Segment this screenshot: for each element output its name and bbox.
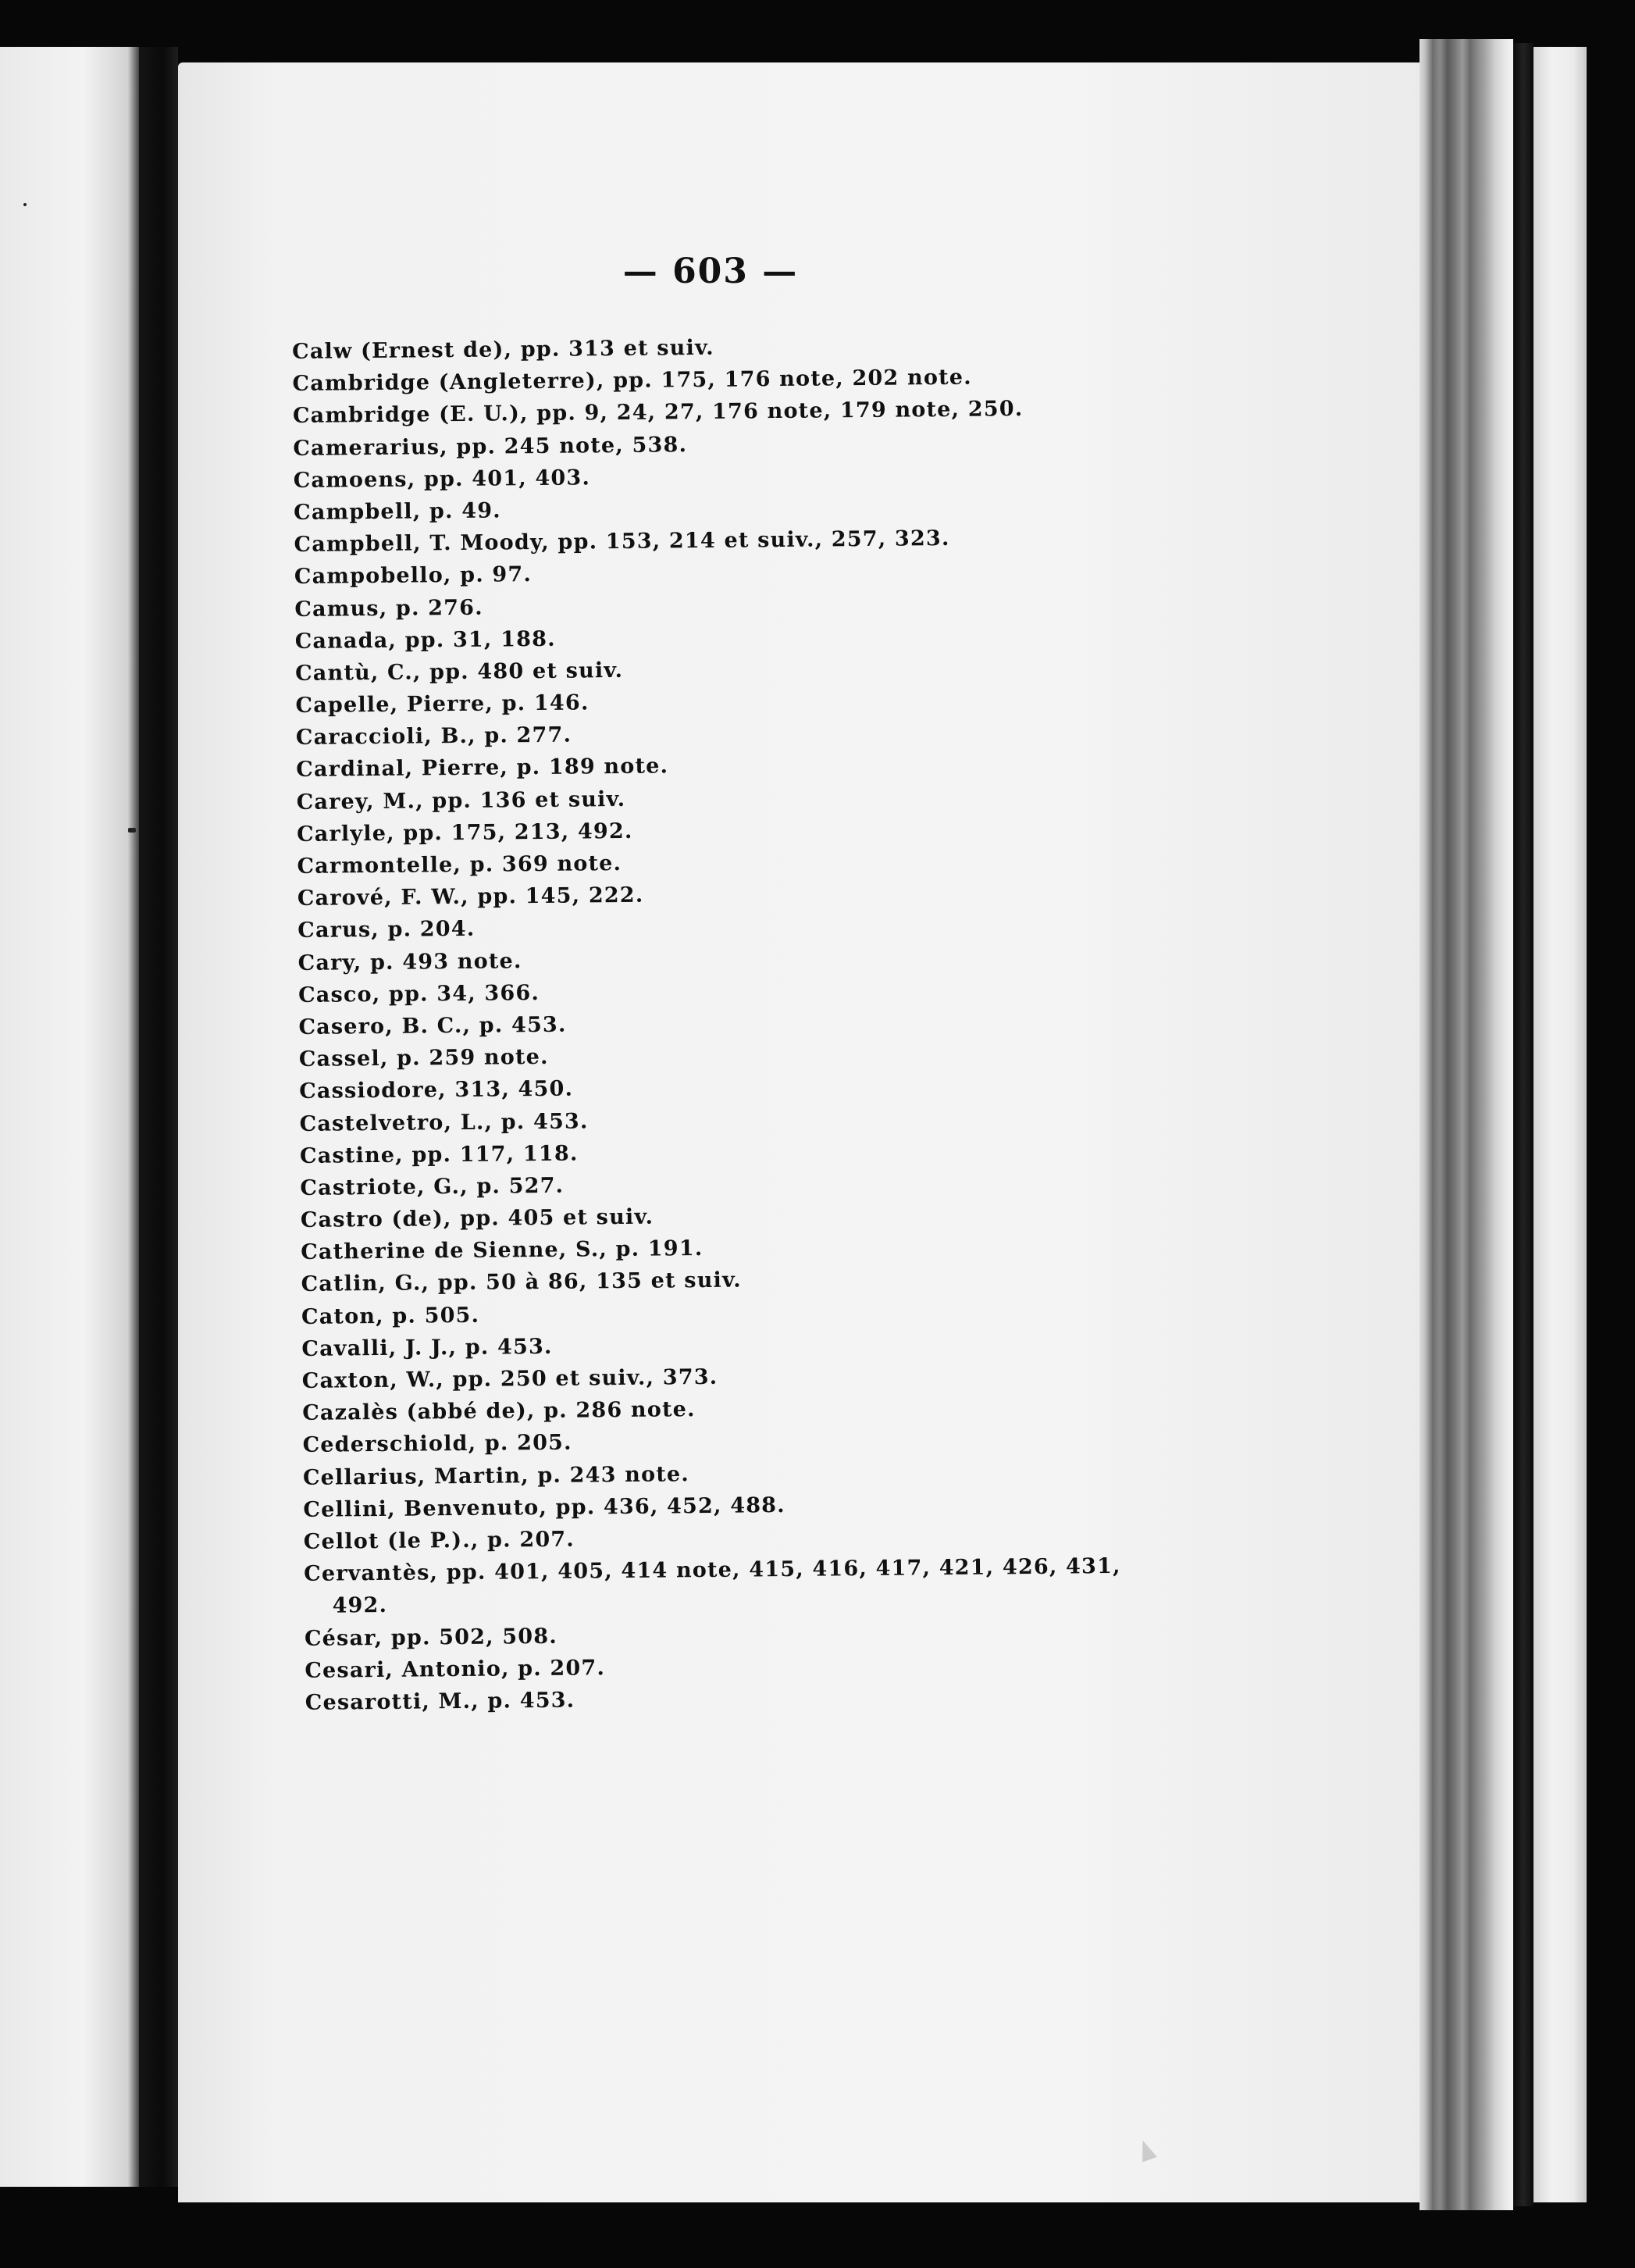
index-entry: Cesari, Antonio, p. 207. — [305, 1655, 606, 1683]
index-entry: Cantù, C., pp. 480 et suiv. — [295, 658, 624, 686]
index-entry: Caton, p. 505. — [301, 1303, 480, 1329]
index-entry: Caraccioli, B., p. 277. — [295, 722, 572, 751]
index-entry: Castro (de), pp. 405 et suiv. — [300, 1204, 654, 1233]
next-page-edge — [1533, 47, 1587, 2202]
index-entry: Caxton, W., pp. 250 et suiv., 373. — [301, 1364, 718, 1393]
index-entry: Catherine de Sienne, S., p. 191. — [301, 1236, 704, 1265]
index-entry: Camus, p. 276. — [294, 595, 483, 622]
index-entry: Canada, pp. 31, 188. — [294, 626, 556, 654]
dark-edge-strip — [1513, 43, 1533, 2206]
index-entry: Cardinal, Pierre, p. 189 note. — [296, 754, 669, 783]
index-entry: Cellot (le P.)., p. 207. — [303, 1527, 575, 1554]
index-entry: Carmontelle, p. 369 note. — [297, 850, 622, 879]
index-entries — [292, 325, 1430, 1719]
index-entry: Castine, pp. 117, 118. — [299, 1141, 579, 1168]
index-entry: Calw (Ernest de), pp. 313 et suiv. — [292, 335, 714, 364]
ink-speck — [128, 828, 136, 833]
index-entry: Cederschiold, p. 205. — [302, 1430, 572, 1458]
index-entry: Camoens, pp. 401, 403. — [293, 465, 591, 493]
index-entry: Castriote, G., p. 527. — [300, 1173, 565, 1200]
index-entry: Campbell, p. 49. — [294, 498, 501, 525]
index-entry: Camerarius, pp. 245 note, 538. — [293, 432, 688, 461]
index-entry: Carey, M., pp. 136 et suiv. — [296, 786, 626, 815]
index-entry: Cellini, Benvenuto, pp. 436, 452, 488. — [303, 1492, 785, 1522]
index-entry: Cambridge (E. U.), pp. 9, 24, 27, 176 note, 179 note, 250. — [292, 397, 1024, 429]
index-entry: Carlyle, pp. 175, 213, 492. — [296, 818, 633, 847]
index-entry-continuation: 492. — [332, 1593, 388, 1618]
index-entry: Cellarius, Martin, p. 243 note. — [302, 1461, 690, 1490]
index-entry: Castelvetro, L., p. 453. — [299, 1108, 589, 1136]
index-entry: César, pp. 502, 508. — [304, 1624, 558, 1651]
ink-speck — [23, 203, 27, 206]
index-entry: Cavalli, J. J., p. 453. — [301, 1334, 553, 1361]
index-entry: Capelle, Pierre, p. 146. — [295, 690, 590, 719]
index-entry: Cassiodore, 313, 450. — [299, 1076, 574, 1104]
index-entry: Carus, p. 204. — [297, 917, 476, 943]
index-entry: Cesarotti, M., p. 453. — [305, 1688, 575, 1715]
index-entry: Campbell, T. Moody, pp. 153, 214 et suiv., 257, 323. — [294, 526, 950, 558]
index-entry: Cambridge (Angleterre), pp. 175, 176 note, 202 note. — [292, 365, 972, 397]
previous-page-edge — [0, 47, 139, 2187]
index-entry: Casero, B. C., p. 453. — [298, 1012, 567, 1040]
index-entry: Cary, p. 493 note. — [297, 948, 522, 975]
index-entry: Carové, F. W., pp. 145, 222. — [297, 883, 644, 911]
page-number: — 603 — — [622, 251, 799, 291]
index-entry: Cazalès (abbé de), p. 286 note. — [302, 1397, 696, 1426]
index-entry: Catlin, G., pp. 50 à 86, 135 et suiv. — [301, 1268, 742, 1297]
index-entry: Casco, pp. 34, 366. — [297, 980, 540, 1007]
index-entry: Campobello, p. 97. — [294, 562, 533, 590]
index-entry: Cervantès, pp. 401, 405, 414 note, 415, 416, 417, 421, 426, 431, — [304, 1554, 1121, 1587]
book-gutter — [139, 47, 178, 2187]
page-binding-shadow — [1419, 39, 1513, 2210]
index-entry: Cassel, p. 259 note. — [298, 1045, 549, 1072]
